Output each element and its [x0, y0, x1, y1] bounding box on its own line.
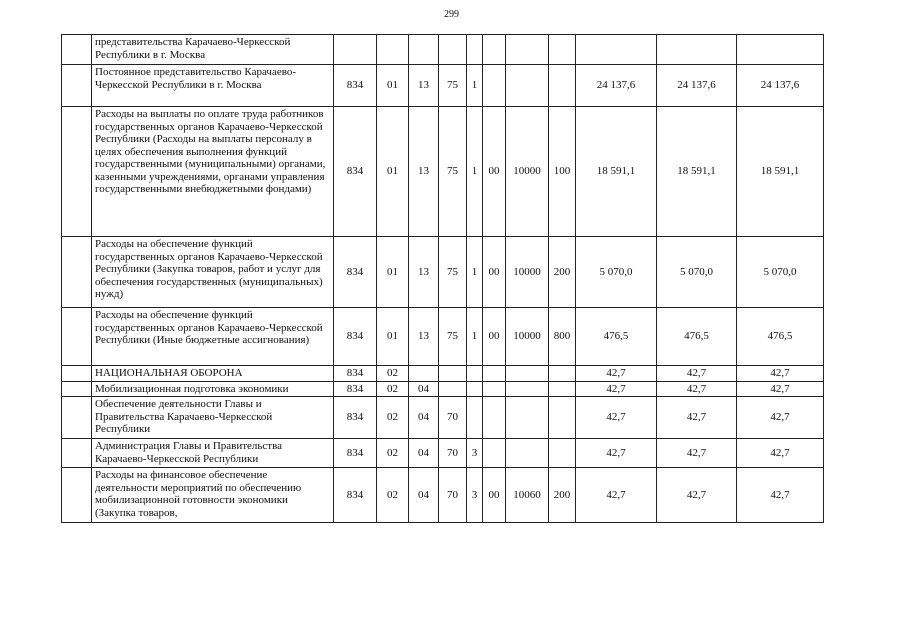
- table-row: [62, 308, 824, 366]
- row-sum-2: 24 137,6: [657, 65, 737, 107]
- row-sum-3: 42,7: [737, 439, 824, 468]
- row-section: 01: [377, 308, 409, 366]
- row-section: 01: [377, 237, 409, 308]
- row-name: НАЦИОНАЛЬНАЯ ОБОРОНА: [92, 366, 334, 382]
- row-name: Расходы на финансовое обеспечение деятельности мероприятий по обеспечению мобилизационной готовности экономики (Закупка товаров,: [92, 468, 334, 523]
- row-sum-3: 476,5: [737, 308, 824, 366]
- row-sum-3: [737, 35, 824, 65]
- row-sum-2: [657, 35, 737, 65]
- row-program-code: 75: [439, 237, 467, 308]
- row-sum-3: 42,7: [737, 366, 824, 382]
- row-subprogram-code: [467, 397, 483, 439]
- row-activity-code: [483, 35, 506, 65]
- row-program-code: 75: [439, 308, 467, 366]
- row-subprogram-code: 1: [467, 65, 483, 107]
- row-margin-cell: [62, 381, 92, 397]
- table-row: [62, 397, 824, 439]
- table-row: [62, 381, 824, 397]
- row-margin-cell: [62, 35, 92, 65]
- row-expense-type: 100: [549, 107, 576, 237]
- row-subprogram-code: [467, 35, 483, 65]
- row-sum-2: 42,7: [657, 397, 737, 439]
- row-subsection: 13: [409, 237, 439, 308]
- table-row: [62, 35, 824, 65]
- row-name: Администрация Главы и Правительства Карачаево-Черкесской Республики: [92, 439, 334, 468]
- row-subsection: 04: [409, 468, 439, 523]
- table-row: [62, 237, 824, 308]
- row-direction-code: 10000: [506, 107, 549, 237]
- row-expense-type: 200: [549, 468, 576, 523]
- row-sum-2: 5 070,0: [657, 237, 737, 308]
- row-subprogram-code: 1: [467, 308, 483, 366]
- row-subprogram-code: 3: [467, 439, 483, 468]
- row-expense-type: [549, 35, 576, 65]
- row-direction-code: 10000: [506, 237, 549, 308]
- row-admin-code: 834: [334, 397, 377, 439]
- row-subprogram-code: [467, 366, 483, 382]
- row-activity-code: [483, 397, 506, 439]
- row-direction-code: [506, 397, 549, 439]
- row-activity-code: 00: [483, 308, 506, 366]
- row-activity-code: 00: [483, 237, 506, 308]
- row-name: Расходы на выплаты по оплате труда работников государственных органов Карачаево-Черкесской Республики (Расходы на выплаты персоналу в целях обеспечения выполнения функций государственными (муниципальными) органами, казенными учреждениями, органами управления государственными внебюджетными фондами): [92, 107, 334, 237]
- row-admin-code: 834: [334, 237, 377, 308]
- row-subsection: 13: [409, 65, 439, 107]
- row-program-code: 75: [439, 107, 467, 237]
- row-margin-cell: [62, 366, 92, 382]
- row-sum-2: 42,7: [657, 366, 737, 382]
- row-sum-2: 42,7: [657, 439, 737, 468]
- row-direction-code: [506, 439, 549, 468]
- row-sum-1: 42,7: [576, 439, 657, 468]
- row-margin-cell: [62, 397, 92, 439]
- row-activity-code: 00: [483, 107, 506, 237]
- row-program-code: 70: [439, 439, 467, 468]
- row-admin-code: 834: [334, 308, 377, 366]
- row-sum-2: 476,5: [657, 308, 737, 366]
- row-program-code: 70: [439, 468, 467, 523]
- row-subprogram-code: 3: [467, 468, 483, 523]
- row-margin-cell: [62, 308, 92, 366]
- row-name: Постоянное представительство Карачаево-Черкесской Республики в г. Москва: [92, 65, 334, 107]
- row-section: 01: [377, 107, 409, 237]
- row-activity-code: 00: [483, 468, 506, 523]
- row-program-code: [439, 35, 467, 65]
- row-subprogram-code: 1: [467, 107, 483, 237]
- row-expense-type: [549, 381, 576, 397]
- row-direction-code: [506, 366, 549, 382]
- row-activity-code: [483, 65, 506, 107]
- row-expense-type: [549, 366, 576, 382]
- row-sum-1: 24 137,6: [576, 65, 657, 107]
- row-admin-code: 834: [334, 439, 377, 468]
- row-expense-type: 800: [549, 308, 576, 366]
- row-sum-3: 18 591,1: [737, 107, 824, 237]
- row-program-code: 75: [439, 65, 467, 107]
- row-admin-code: [334, 35, 377, 65]
- row-sum-2: 42,7: [657, 381, 737, 397]
- row-sum-1: 42,7: [576, 397, 657, 439]
- table-row: [62, 439, 824, 468]
- row-program-code: 70: [439, 397, 467, 439]
- row-expense-type: [549, 397, 576, 439]
- row-margin-cell: [62, 237, 92, 308]
- row-subsection: 13: [409, 107, 439, 237]
- row-direction-code: 10000: [506, 308, 549, 366]
- row-sum-3: 24 137,6: [737, 65, 824, 107]
- budget-table: [61, 34, 824, 523]
- row-subsection: 04: [409, 439, 439, 468]
- row-sum-2: 42,7: [657, 468, 737, 523]
- row-admin-code: 834: [334, 381, 377, 397]
- row-margin-cell: [62, 439, 92, 468]
- row-admin-code: 834: [334, 468, 377, 523]
- row-sum-1: 42,7: [576, 366, 657, 382]
- row-subsection: 04: [409, 397, 439, 439]
- row-admin-code: 834: [334, 366, 377, 382]
- row-subsection: [409, 366, 439, 382]
- row-section: 02: [377, 366, 409, 382]
- row-sum-1: 476,5: [576, 308, 657, 366]
- row-subsection: 13: [409, 308, 439, 366]
- row-sum-2: 18 591,1: [657, 107, 737, 237]
- row-name: представительства Карачаево-Черкесской Республики в г. Москва: [92, 35, 334, 65]
- row-program-code: [439, 381, 467, 397]
- row-sum-1: 18 591,1: [576, 107, 657, 237]
- row-activity-code: [483, 439, 506, 468]
- row-margin-cell: [62, 107, 92, 237]
- row-sum-3: 5 070,0: [737, 237, 824, 308]
- row-subprogram-code: 1: [467, 237, 483, 308]
- row-sum-3: 42,7: [737, 397, 824, 439]
- row-sum-3: 42,7: [737, 381, 824, 397]
- row-sum-1: 42,7: [576, 468, 657, 523]
- row-sum-3: 42,7: [737, 468, 824, 523]
- table-row: [62, 107, 824, 237]
- row-admin-code: 834: [334, 65, 377, 107]
- row-section: [377, 35, 409, 65]
- row-direction-code: [506, 65, 549, 107]
- row-subsection: [409, 35, 439, 65]
- row-subsection: 04: [409, 381, 439, 397]
- page-number: 299: [444, 9, 459, 20]
- table-row: [62, 65, 824, 107]
- row-section: 02: [377, 381, 409, 397]
- row-section: 01: [377, 65, 409, 107]
- row-name: Обеспечение деятельности Главы и Правительства Карачаево-Черкесской Республики: [92, 397, 334, 439]
- row-direction-code: 10060: [506, 468, 549, 523]
- row-name: Расходы на обеспечение функций государственных органов Карачаево-Черкесской Республики (Иные бюджетные ассигнования): [92, 308, 334, 366]
- row-program-code: [439, 366, 467, 382]
- row-margin-cell: [62, 468, 92, 523]
- row-direction-code: [506, 35, 549, 65]
- row-section: 02: [377, 439, 409, 468]
- row-sum-1: 5 070,0: [576, 237, 657, 308]
- row-name: Мобилизационная подготовка экономики: [92, 381, 334, 397]
- row-sum-1: [576, 35, 657, 65]
- row-activity-code: [483, 381, 506, 397]
- row-subprogram-code: [467, 381, 483, 397]
- row-expense-type: 200: [549, 237, 576, 308]
- row-activity-code: [483, 366, 506, 382]
- table-row: [62, 366, 824, 382]
- row-expense-type: [549, 439, 576, 468]
- row-margin-cell: [62, 65, 92, 107]
- table-row: [62, 468, 824, 523]
- row-direction-code: [506, 381, 549, 397]
- row-expense-type: [549, 65, 576, 107]
- row-admin-code: 834: [334, 107, 377, 237]
- row-name: Расходы на обеспечение функций государственных органов Карачаево-Черкесской Республики (Закупка товаров, работ и услуг для обеспечения государственных (муниципальных) нужд): [92, 237, 334, 308]
- row-sum-1: 42,7: [576, 381, 657, 397]
- row-section: 02: [377, 468, 409, 523]
- row-section: 02: [377, 397, 409, 439]
